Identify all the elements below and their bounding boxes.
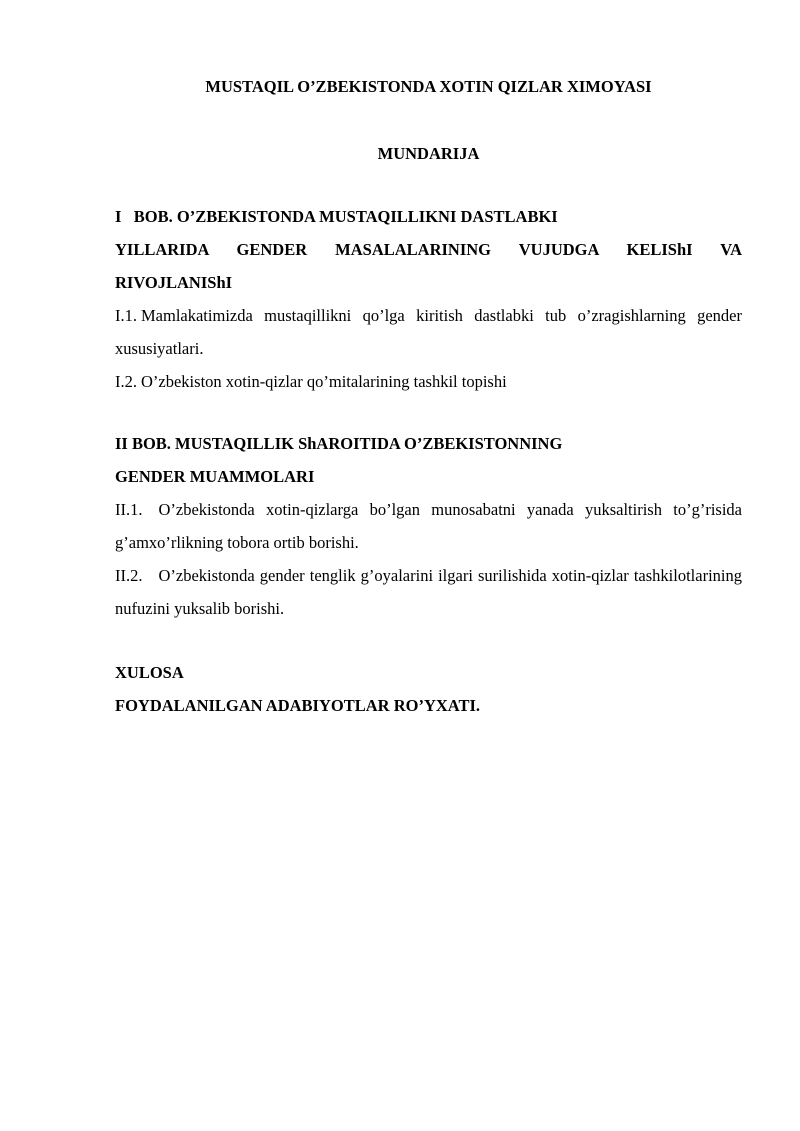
item-text: O’zbekiston xotin-qizlar qo’mitalarining tashkil topishi bbox=[141, 372, 507, 391]
item-number: II.1. bbox=[115, 500, 143, 519]
conclusion-heading: XULOSA bbox=[115, 663, 184, 682]
chapter-1-title-line1: I BOB. O’ZBEKISTONDA MUSTAQILLIKNI DASTLABKI bbox=[115, 207, 558, 226]
chapter-2-title-line1: II BOB. MUSTAQILLIK ShAROITIDA O’ZBEKISTONNING bbox=[115, 434, 563, 453]
chapter-1-title-line2: YILLARIDA GENDER MASALALARINING VUJUDGA KELIShI VA RIVOJLANIShI bbox=[115, 240, 742, 292]
chapter-2-item-1 bbox=[115, 493, 742, 559]
document-page bbox=[115, 0, 742, 1131]
chapter-1 bbox=[115, 200, 742, 398]
item-number: I.1. bbox=[115, 306, 137, 325]
chapter-2-title-line2: GENDER MUAMMOLARI bbox=[115, 467, 315, 486]
closing-section bbox=[115, 656, 742, 722]
document-title: MUSTAQIL O’ZBEKISTONDA XOTIN QIZLAR XIMOYASI bbox=[205, 77, 652, 96]
item-text: Mamlakatimizda mustaqillikni qo’lga kiritish dastlabki tub o’zragishlarning gender xususiyatlari. bbox=[115, 306, 742, 358]
references-heading: FOYDALANILGAN ADABIYOTLAR RO’YXATI. bbox=[115, 696, 481, 715]
item-number: I.2. bbox=[115, 372, 137, 391]
toc-heading: MUNDARIJA bbox=[377, 144, 480, 163]
item-number: II.2. bbox=[115, 566, 143, 585]
chapter-2-item-2 bbox=[115, 559, 742, 625]
chapter-2 bbox=[115, 427, 742, 625]
chapter-1-item-2 bbox=[115, 365, 742, 398]
item-text: O’zbekistonda xotin-qizlarga bo’lgan munosabatni yanada yuksaltirish to’g’risida g’amxo’rlikning tobora ortib borishi. bbox=[115, 500, 742, 552]
chapter-1-item-1 bbox=[115, 299, 742, 365]
item-text: O’zbekistonda gender tenglik g’oyalarini ilgari surilishida xotin-qizlar tashkilotlarining nufuzini yuksalib borishi. bbox=[115, 566, 742, 618]
